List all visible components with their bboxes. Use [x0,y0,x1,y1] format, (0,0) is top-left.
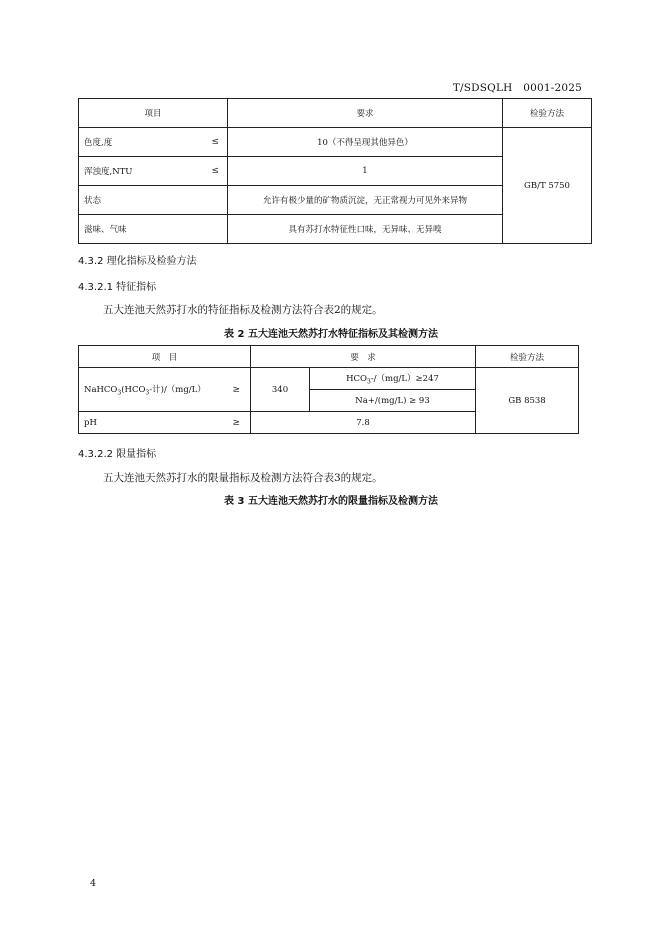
row-value: 7.8 [251,412,476,434]
section-heading-4-3-2-2: 4.3.2.2 限量指标 [78,449,157,460]
table-row [79,128,592,157]
paragraph-feature-indicators: 五大连池天然苏打水的特征指标及检测方法符合表2的规定。 [103,304,383,316]
section-heading-4-3-2: 4.3.2 理化指标及检验方法 [78,256,197,267]
section-heading-4-3-2-1: 4.3.2.1 特征指标 [78,282,157,293]
row-item [79,368,251,412]
header-requirement: 要求 [228,99,503,128]
test-method-cell: GB/T 5750 [503,128,592,244]
row-requirement: 10（不得呈现其他异色） [228,128,503,157]
row-item [79,157,228,186]
header-item: 项 目 [79,346,251,368]
row-requirement: 允许有极少量的矿物质沉淀，无正常视力可见外来异物 [228,186,503,215]
page-number: 4 [90,878,97,889]
item-label: 色度,度 [84,138,113,148]
paragraph-limit-indicators: 五大连池天然苏打水的限量指标及检测方法符合表3的规定。 [103,472,383,484]
table-2-feature-indicators [78,345,579,434]
sub-requirement-sodium: Na+/(mg/L) ≥ 93 [310,390,476,412]
comparison-symbol: ≥ [232,384,240,395]
row-requirement: 具有苏打水特征性口味，无异味、无异嗅 [228,215,503,244]
header-method: 检验方法 [503,99,592,128]
table-1-sensory-requirements [78,98,592,244]
table-header-row [79,99,592,128]
sub-requirement-bicarbonate: $HCO_3-/(mg/L)\ge 247$ [310,368,476,390]
row-item [79,186,228,215]
item-label: $NaHCO_3(HCO_3-$计)/（mg/L） [84,384,206,397]
document-code: T/SDSQLH 0001-2025 [452,82,582,94]
item-label: 状态 [84,196,102,206]
comparison-symbol: ≤ [211,166,219,176]
row-value: 340 [251,368,310,412]
item-label: 浑浊度,NTU [84,167,133,177]
row-item [79,128,228,157]
header-requirement: 要 求 [251,346,476,368]
comparison-symbol: ≥ [232,417,240,428]
table-2-caption: 表 2 五大连池天然苏打水特征指标及其检测方法 [224,329,438,340]
header-item: 项目 [79,99,228,128]
row-item [79,412,251,434]
test-method-cell: GB 8538 [476,368,579,434]
item-label: 滋味、气味 [84,225,127,235]
table-3-caption: 表 3 五大连池天然苏打水的限量指标及检测方法 [224,496,438,507]
item-label: pH [84,417,97,428]
row-item [79,215,228,244]
table-row [79,368,579,390]
table-header-row [79,346,579,368]
row-requirement: 1 [228,157,503,186]
comparison-symbol: ≤ [211,137,219,147]
header-method: 检验方法 [476,346,579,368]
